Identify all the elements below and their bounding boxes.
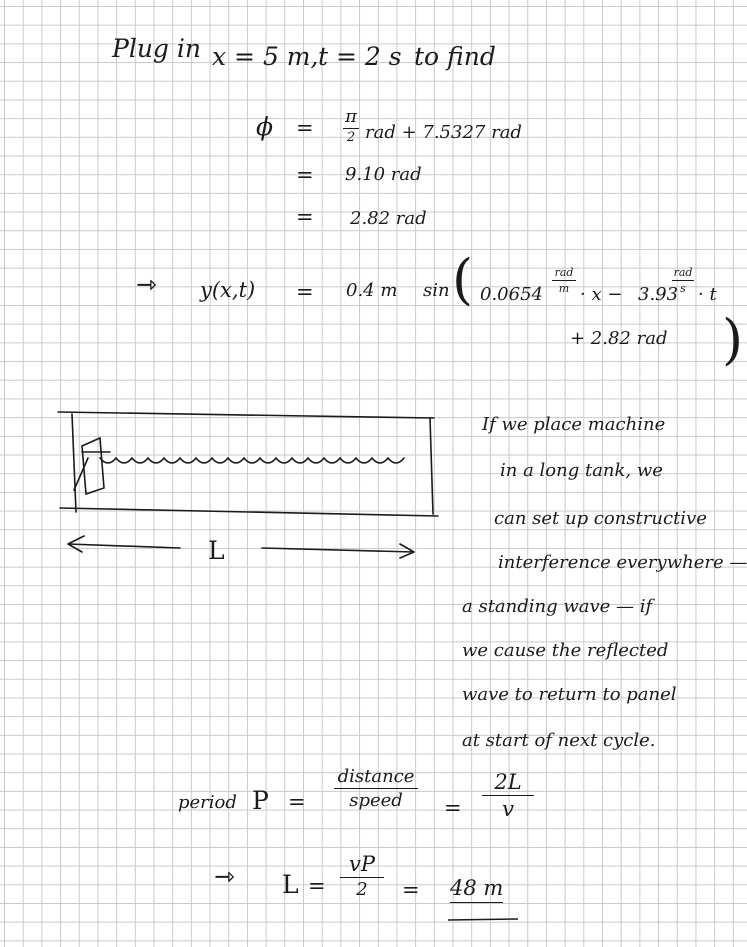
pi-numerator: π bbox=[345, 106, 357, 127]
notes-line-2: in a long tank, we bbox=[500, 460, 663, 481]
wave-line-2: + 2.82 rad bbox=[570, 328, 668, 349]
twoL-over-v bbox=[482, 770, 534, 821]
result-L: L bbox=[282, 870, 299, 899]
distance-over-speed bbox=[334, 766, 418, 811]
period-P: P bbox=[252, 786, 269, 815]
heading-x-value: x = 5 m, bbox=[212, 42, 319, 71]
vP-over-two bbox=[340, 852, 384, 900]
tank-bottom-line bbox=[60, 508, 438, 516]
period-equals-1: = bbox=[288, 790, 306, 814]
tank-top-line bbox=[58, 412, 434, 418]
wave-arrow: ⇾ bbox=[136, 270, 157, 299]
result-arrow: ⇾ bbox=[214, 862, 235, 891]
wave-x-part: · x − bbox=[580, 284, 623, 305]
wave-open-paren: ( bbox=[452, 248, 474, 311]
phi-equals-2: = bbox=[296, 163, 314, 187]
phi-symbol: ϕ bbox=[256, 112, 274, 141]
pi-denominator: 2 bbox=[346, 130, 356, 145]
vP-numerator: vP bbox=[349, 852, 375, 876]
wave-close-paren: ) bbox=[722, 308, 744, 371]
notes-line-7: wave to return to panel bbox=[462, 684, 677, 705]
speed-denominator: speed bbox=[349, 790, 403, 811]
two-denominator: 2 bbox=[356, 879, 368, 900]
k-unit-num: rad bbox=[554, 266, 574, 279]
heading-plug-in: Plug in bbox=[112, 34, 201, 63]
wave-amplitude: 0.4 m bbox=[346, 280, 398, 301]
notes-line-1: If we place machine bbox=[482, 414, 666, 435]
notes-line-5: a standing wave — if bbox=[462, 596, 653, 617]
wave-k: 0.0654 bbox=[480, 284, 543, 305]
phi-equals-3: = bbox=[296, 205, 314, 229]
phase-line-1: rad + 7.5327 rad bbox=[365, 122, 522, 143]
period-equals-2: = bbox=[444, 796, 462, 820]
omega-unit-den: s bbox=[680, 282, 686, 295]
twoL-numerator: 2L bbox=[494, 770, 522, 794]
phase-line-2: 9.10 rad bbox=[345, 164, 422, 185]
distance-numerator: distance bbox=[337, 766, 415, 787]
tank-left-wall bbox=[72, 414, 76, 512]
notes-line-8: at start of next cycle. bbox=[462, 730, 656, 751]
omega-unit-num: rad bbox=[673, 266, 693, 279]
heading-t-value: t = 2 s bbox=[318, 42, 402, 71]
wave-lhs: y(x,t) bbox=[200, 278, 256, 302]
notes-line-6: we cause the reflected bbox=[462, 640, 669, 661]
wave-equals: = bbox=[296, 280, 314, 304]
answer-double-underline bbox=[446, 916, 526, 926]
length-label: L bbox=[208, 536, 225, 565]
phase-line-3: 2.82 rad bbox=[350, 208, 427, 229]
wave-t-part: · t bbox=[698, 284, 717, 305]
phi-equals-1: = bbox=[296, 116, 314, 140]
k-unit-den: m bbox=[558, 282, 570, 295]
length-arrow-left bbox=[68, 536, 180, 552]
v-denominator: v bbox=[502, 797, 514, 821]
fraction-bar bbox=[340, 877, 384, 878]
fraction-bar bbox=[482, 795, 534, 796]
result-equals-2: = bbox=[402, 878, 420, 902]
notes-line-3: can set up constructive bbox=[494, 508, 707, 529]
heading-to-find: to find bbox=[414, 42, 496, 71]
tank-right-wall bbox=[430, 418, 433, 514]
length-arrow-right bbox=[262, 544, 414, 558]
water-surface bbox=[100, 458, 404, 463]
fraction-bar bbox=[334, 788, 418, 789]
notes-line-4: interference everywhere — bbox=[498, 552, 747, 573]
result-answer: 48 m bbox=[450, 876, 503, 903]
period-label: period bbox=[178, 792, 237, 813]
wave-sin: sin bbox=[423, 280, 450, 301]
wave-omega: 3.93 bbox=[638, 284, 679, 305]
result-equals-1: = bbox=[308, 874, 326, 898]
